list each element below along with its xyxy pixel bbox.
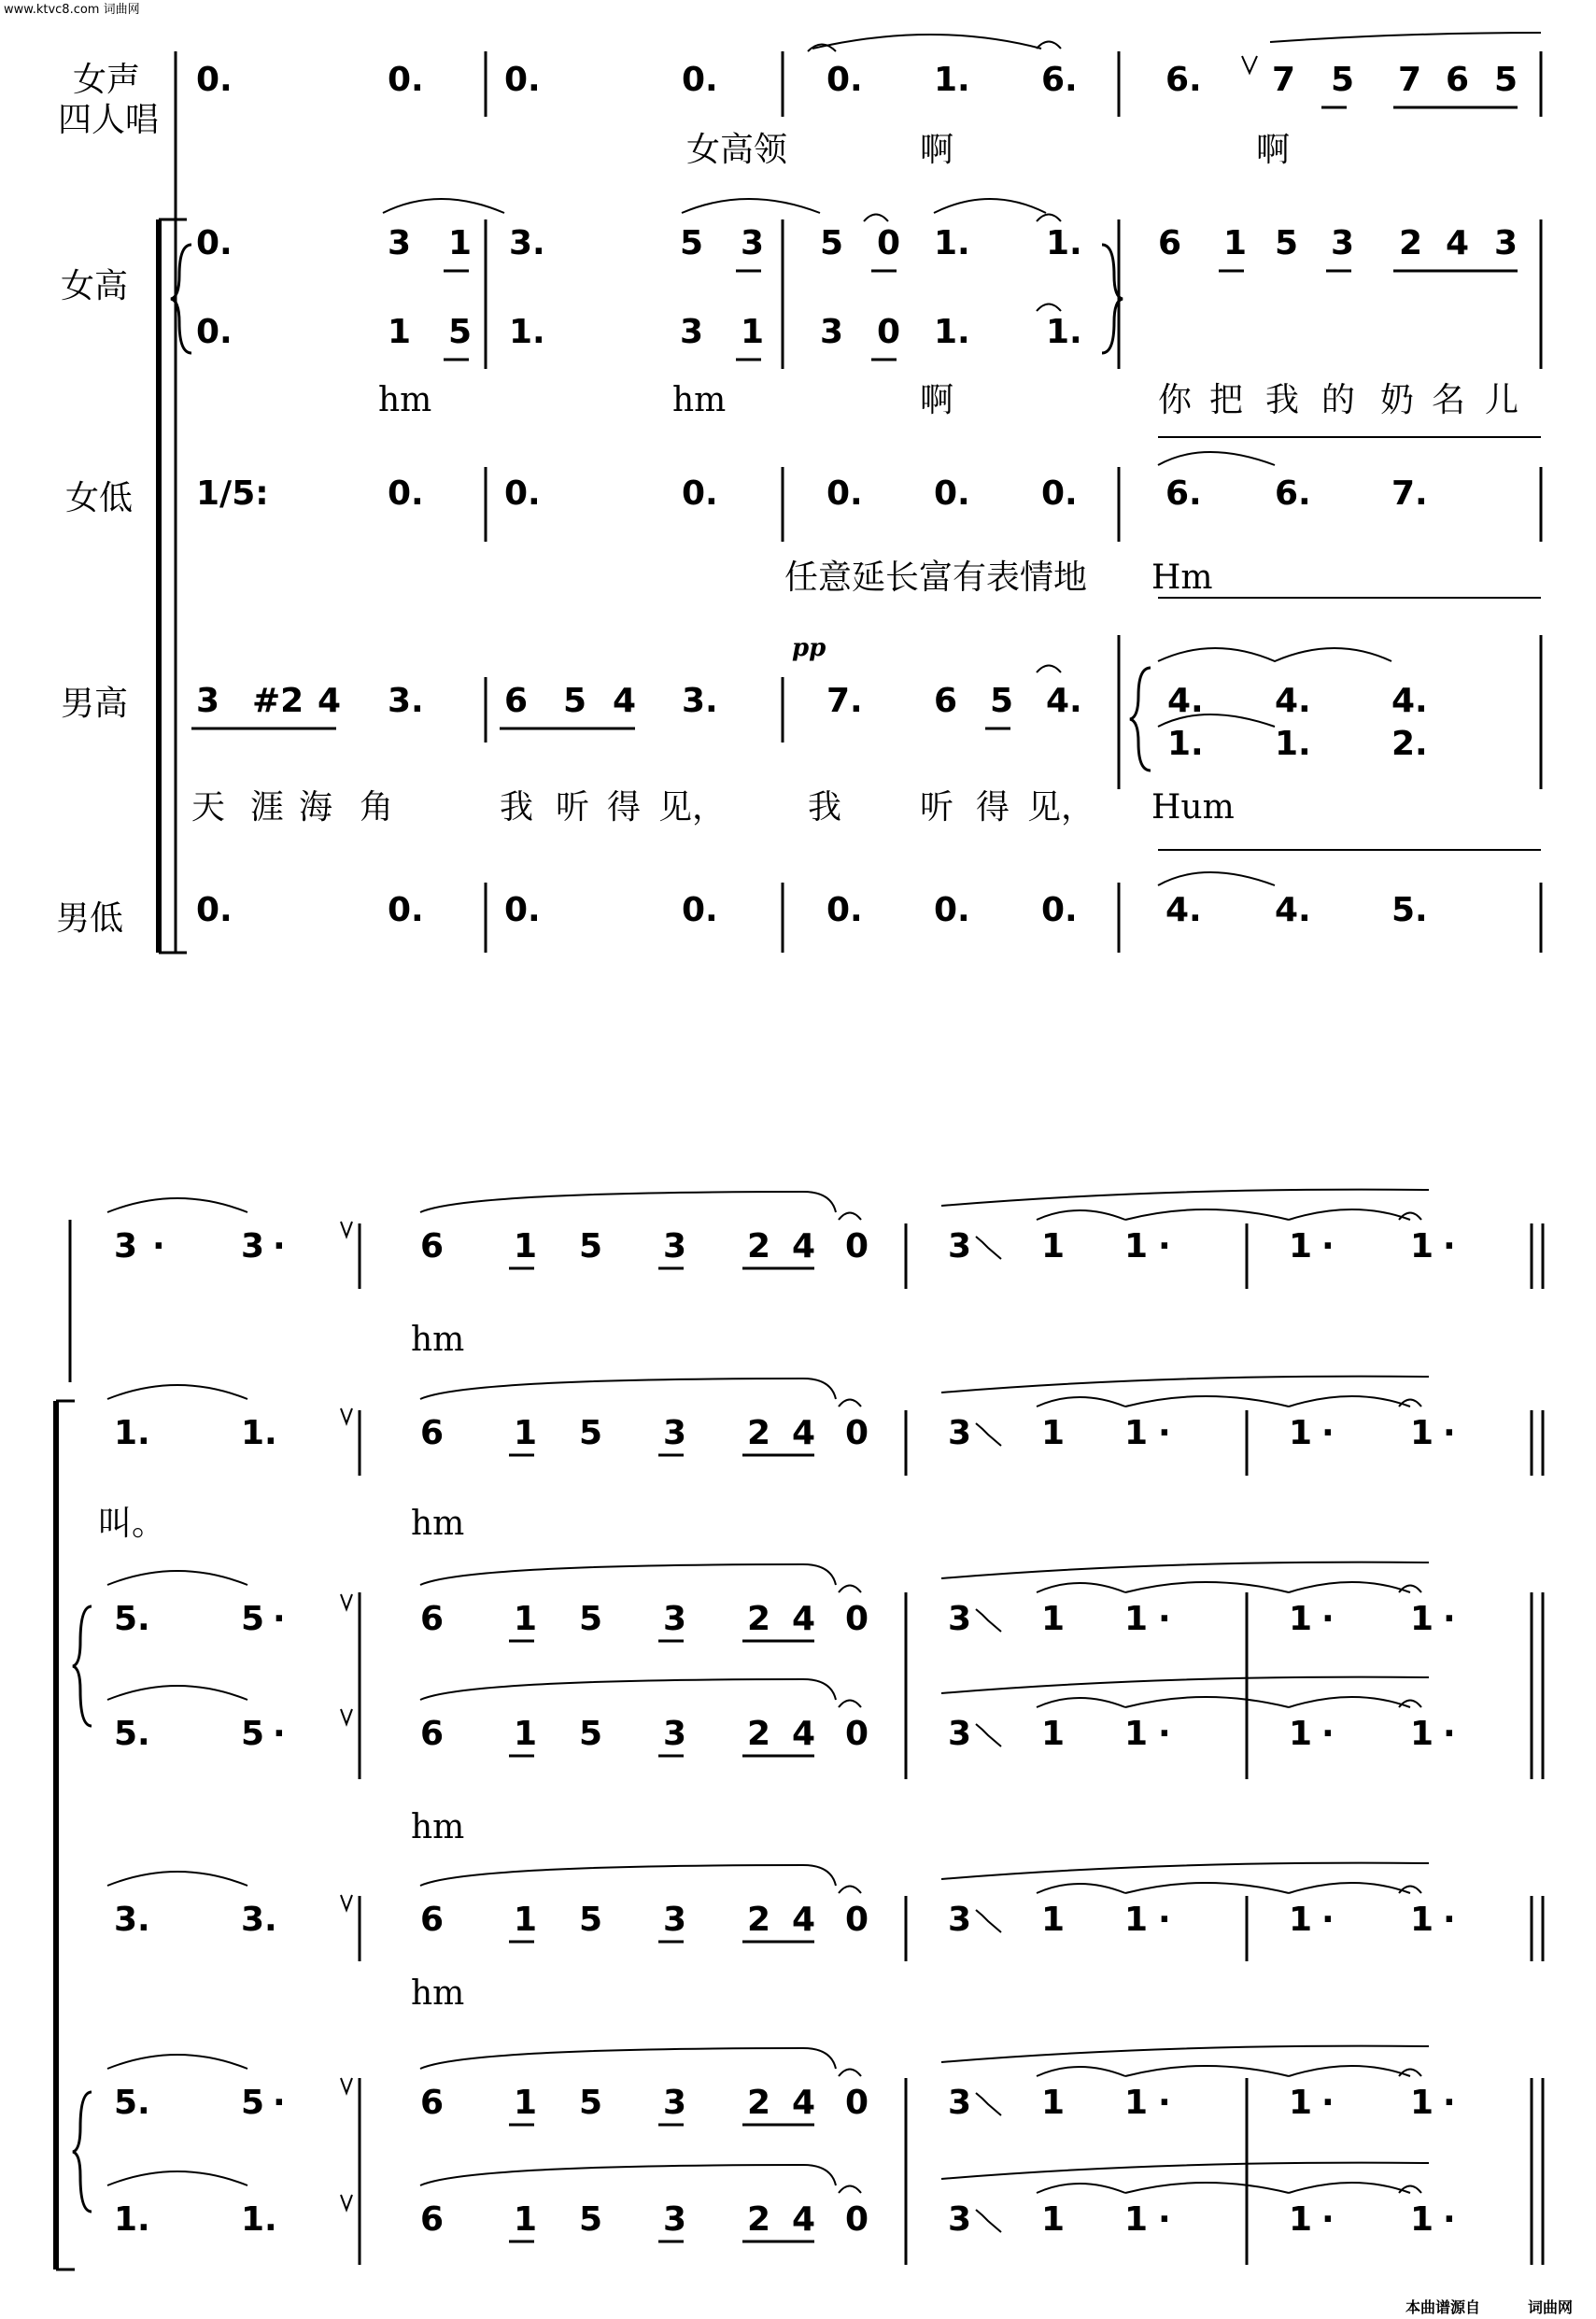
system2-note: 0 xyxy=(845,2084,869,2122)
system1-lyric: 角 xyxy=(360,788,394,827)
system1-note: 1. xyxy=(1046,313,1082,351)
system2-note: 4 xyxy=(792,1715,816,1753)
system1-note: 1 xyxy=(448,224,473,262)
system2-note: 6 xyxy=(420,1600,445,1638)
system1-note: 1. xyxy=(509,313,545,351)
system2-note: 3 xyxy=(663,1901,687,1939)
system2-note: 1 xyxy=(514,2084,538,2122)
part-label-alto: 女低 xyxy=(65,479,134,517)
system1-lyric: 我 xyxy=(808,788,842,827)
system2-note: 2 xyxy=(747,1600,771,1638)
system2-note: · xyxy=(1321,1600,1335,1638)
system2-note: 5 xyxy=(579,1600,603,1638)
system1-lyric: 得 xyxy=(607,788,642,827)
system2-note: 1 xyxy=(1041,2200,1066,2239)
system2-note: · xyxy=(1321,1414,1335,1452)
system1-note: 6 xyxy=(934,682,958,720)
system1-note: 0. xyxy=(826,474,863,513)
system2-note: 3. xyxy=(114,1901,150,1939)
system2-note: 0 xyxy=(845,1600,869,1638)
system1-note: 0. xyxy=(1041,891,1078,929)
system1-note: 1. xyxy=(934,224,970,262)
system2-note: 4 xyxy=(792,2200,816,2239)
system2-note: 3 xyxy=(948,1901,972,1939)
system2-lyric: hm xyxy=(411,1974,465,2013)
system2-note: · xyxy=(1321,2084,1335,2122)
system2-note: 0 xyxy=(845,1715,869,1753)
system1-note: 4. xyxy=(1275,891,1311,929)
system2-note: · xyxy=(273,1715,286,1753)
system2-note: 5. xyxy=(114,1600,150,1638)
system1-note: 0. xyxy=(504,891,541,929)
system2-note: 2 xyxy=(747,2200,771,2239)
system1-note: 2. xyxy=(1391,725,1428,763)
system1-lyric: 把 xyxy=(1209,381,1244,419)
system1-note: 5 xyxy=(448,313,473,351)
system2-note: 1 xyxy=(514,1600,538,1638)
system2-note: 0 xyxy=(845,2200,869,2239)
system1-note: 1 xyxy=(1223,224,1248,262)
system2-note: 1. xyxy=(241,2200,277,2239)
system1-note: 4. xyxy=(1046,682,1082,720)
system1-note: 5 xyxy=(1494,61,1518,99)
part-labels xyxy=(56,61,159,938)
system2-note: · xyxy=(1443,2084,1456,2122)
part-label-female-quartet: 女声 xyxy=(73,61,141,99)
system2-note: 1 xyxy=(514,1414,538,1452)
system2-note: 3 xyxy=(663,1600,687,1638)
system2-note: 3 xyxy=(114,1227,138,1266)
system1-note: 0. xyxy=(682,474,718,513)
system2-note: 1 xyxy=(514,1227,538,1266)
system1-note: 4 xyxy=(613,682,637,720)
system1-lyric: 啊 xyxy=(920,131,954,169)
system2-note: · xyxy=(1443,1227,1456,1266)
system2-note: 1 xyxy=(1410,2200,1434,2239)
system2-note: 1 xyxy=(1410,1715,1434,1753)
system2-note: · xyxy=(1158,1901,1171,1939)
system1-note: 1. xyxy=(934,61,970,99)
system2-note: 4 xyxy=(792,1227,816,1266)
system2-note: 1 xyxy=(1289,2084,1313,2122)
system1-lyric: 得 xyxy=(976,788,1010,827)
system1-note: 5 xyxy=(820,224,844,262)
system1-lyric: 见， xyxy=(658,788,727,827)
part-label-tenor: 男高 xyxy=(61,685,129,723)
system1-lyric: 女高领 xyxy=(686,131,788,169)
system2-note: 1 xyxy=(1410,2084,1434,2122)
footer-logo: 词曲网 xyxy=(1528,2298,1574,2316)
system1-note: 1. xyxy=(1046,224,1082,262)
system1-lyric: 任意延长富有表情地 xyxy=(784,559,1088,597)
system1-lyric: 儿 xyxy=(1485,381,1519,419)
system1-note: 0. xyxy=(388,61,424,99)
system1-note: 5 xyxy=(1331,61,1355,99)
system1-note: 0. xyxy=(504,474,541,513)
dynamic-pp: pp xyxy=(792,634,826,662)
notation xyxy=(114,61,1518,2239)
system1-note: 4 xyxy=(318,682,342,720)
system1-note: 2 xyxy=(1399,224,1423,262)
system2-note: 3 xyxy=(663,2084,687,2122)
system2-note: 1 xyxy=(1124,1600,1149,1638)
system2-note: · xyxy=(1443,1414,1456,1452)
system2-note: 3 xyxy=(663,1715,687,1753)
system2-note: 1 xyxy=(1289,1227,1313,1266)
system2-note: 2 xyxy=(747,1715,771,1753)
system1-note: 7. xyxy=(1391,474,1428,513)
part-label-soprano: 女高 xyxy=(61,267,129,305)
system1-note: 6 xyxy=(1446,61,1470,99)
system2-note: 5. xyxy=(114,1715,150,1753)
system2-note: 5 xyxy=(579,2084,603,2122)
system2-note: · xyxy=(1321,2200,1335,2239)
system2-note: · xyxy=(1158,1414,1171,1452)
system2-note: 6 xyxy=(420,2200,445,2239)
system1-note: 0. xyxy=(934,891,970,929)
system2-note: 5 xyxy=(579,1715,603,1753)
system2-note: 2 xyxy=(747,1414,771,1452)
system1-note: 0. xyxy=(826,891,863,929)
system1-lyric: hm xyxy=(378,381,432,419)
system1-note: 4. xyxy=(1165,891,1202,929)
system1-note: 5 xyxy=(680,224,704,262)
system2-lyric: hm xyxy=(411,1321,465,1359)
system2-note: · xyxy=(1443,1600,1456,1638)
system1-note: 3 xyxy=(1494,224,1518,262)
system2-note: 1. xyxy=(114,1414,150,1452)
system2-note: 1 xyxy=(514,1901,538,1939)
system1-lyric: 啊 xyxy=(920,381,954,419)
system2-note: 1 xyxy=(1410,1414,1434,1452)
system2-note: · xyxy=(1321,1227,1335,1266)
system2-note: · xyxy=(1321,1901,1335,1939)
system2-note: 6 xyxy=(420,1414,445,1452)
system2-note: · xyxy=(1443,1901,1456,1939)
system1-note: 3 xyxy=(1331,224,1355,262)
system1-note: 4. xyxy=(1391,682,1428,720)
system2-note: · xyxy=(1158,2084,1171,2122)
source-header: www.ktvc8.com 词曲网 xyxy=(4,3,140,17)
system1-note: 1 xyxy=(388,313,412,351)
system2-note: 3 xyxy=(663,1414,687,1452)
system2-note: 6 xyxy=(420,1901,445,1939)
system2-note: 1 xyxy=(1041,1414,1066,1452)
system2-note: 1 xyxy=(1124,1901,1149,1939)
system1-note: 5 xyxy=(990,682,1014,720)
system2-note: 1 xyxy=(1410,1227,1434,1266)
system2-note: 5 xyxy=(579,1901,603,1939)
system2-note: · xyxy=(1443,2200,1456,2239)
system1-note: 1. xyxy=(1167,725,1204,763)
system2-lyric: 叫。 xyxy=(98,1505,166,1543)
system1-note: 5 xyxy=(563,682,587,720)
system2-note: 3 xyxy=(663,2200,687,2239)
system1-note: 0. xyxy=(196,61,233,99)
system2-note: 1 xyxy=(1289,2200,1313,2239)
system1-note: 3. xyxy=(682,682,718,720)
system2-note: 2 xyxy=(747,2084,771,2122)
system2-note: 1 xyxy=(1124,1414,1149,1452)
system2-note: · xyxy=(1321,1715,1335,1753)
system1-lyric: 涯 xyxy=(250,788,285,827)
system2-note: 0 xyxy=(845,1414,869,1452)
system1-note: 6. xyxy=(1275,474,1311,513)
system1-note: 3 xyxy=(196,682,220,720)
system2-note: 5. xyxy=(114,2084,150,2122)
system1-lyric: 你 xyxy=(1158,381,1193,419)
system2-note: 3 xyxy=(948,1414,972,1452)
system2-note: 3 xyxy=(663,1227,687,1266)
system2-note: 1 xyxy=(1041,1901,1066,1939)
system2-note: 6 xyxy=(420,1715,445,1753)
system2-note: 1 xyxy=(1289,1414,1313,1452)
system1-note: #2 xyxy=(252,682,304,720)
system2-note: 3 xyxy=(948,1715,972,1753)
system2-note: · xyxy=(1158,1227,1171,1266)
system2-note: 1 xyxy=(1041,1715,1066,1753)
system1-note: 3. xyxy=(388,682,424,720)
system2-note: 1. xyxy=(241,1414,277,1452)
system2-note: 1 xyxy=(1410,1901,1434,1939)
system2-note: 1. xyxy=(114,2200,150,2239)
system2-note: 5 xyxy=(579,1414,603,1452)
system1-note: 3. xyxy=(509,224,545,262)
system2-note: 1 xyxy=(1041,2084,1066,2122)
system1-note: 0. xyxy=(826,61,863,99)
system2-note: 6 xyxy=(420,2084,445,2122)
system2-note: · xyxy=(1158,1600,1171,1638)
system1-note: 0. xyxy=(934,474,970,513)
system1-note: 5 xyxy=(1275,224,1299,262)
system2-note: 5 xyxy=(241,1600,265,1638)
system1-note: 4 xyxy=(1446,224,1470,262)
system1-note: 6 xyxy=(1158,224,1182,262)
system2-note: 1 xyxy=(514,2200,538,2239)
system2-note: · xyxy=(1158,2200,1171,2239)
system1-note: 1. xyxy=(1275,725,1311,763)
system1-note: 1/5: xyxy=(196,474,269,513)
system1-note: 6. xyxy=(1165,61,1202,99)
system1-note: 0. xyxy=(682,891,718,929)
system2-note: 3 xyxy=(948,2084,972,2122)
system2-note: · xyxy=(1158,1715,1171,1753)
system2-note: 1 xyxy=(1410,1600,1434,1638)
system2-note: · xyxy=(273,2084,286,2122)
system2-note: · xyxy=(273,1227,286,1266)
system2-note: 5 xyxy=(241,1715,265,1753)
system2-note: 1 xyxy=(1124,1715,1149,1753)
system1-note: 6. xyxy=(1041,61,1078,99)
system1-lyric: 听 xyxy=(556,788,590,827)
system2-note: 6 xyxy=(420,1227,445,1266)
system2-note: 3 xyxy=(948,1227,972,1266)
system2-note: 3. xyxy=(241,1901,277,1939)
system2-note: · xyxy=(273,1600,286,1638)
system2-note: 1 xyxy=(1124,1227,1149,1266)
part-label-bass: 男低 xyxy=(56,899,124,938)
system1-note: 0. xyxy=(388,474,424,513)
system1-lyric: 海 xyxy=(299,788,333,827)
system2-note: · xyxy=(1443,1715,1456,1753)
system1-lyric: 名 xyxy=(1432,381,1466,419)
system1-note: 0. xyxy=(388,891,424,929)
system1-lyric: Hum xyxy=(1151,788,1235,827)
system1-note: 7 xyxy=(1398,61,1422,99)
system1-lyric: 见， xyxy=(1027,788,1095,827)
system1-lyric: hm xyxy=(672,381,727,419)
system2-note: 2 xyxy=(747,1227,771,1266)
system2-note: 5 xyxy=(579,2200,603,2239)
system2-note: · xyxy=(152,1227,165,1266)
footer-source-text: 本曲谱源自 xyxy=(1405,2298,1481,2316)
system1-note: 4. xyxy=(1275,682,1311,720)
system2-lyric: hm xyxy=(411,1808,465,1846)
system1-note: 6. xyxy=(1165,474,1202,513)
system2-note: 1 xyxy=(1289,1600,1313,1638)
system2-note: 4 xyxy=(792,1901,816,1939)
system1-lyric: 奶 xyxy=(1380,381,1415,419)
system2-note: 0 xyxy=(845,1227,869,1266)
system1-lyric: 我 xyxy=(1265,381,1300,419)
system1-note: 1 xyxy=(741,313,765,351)
system1-note: 0. xyxy=(196,313,233,351)
system2-note: 1 xyxy=(1124,2084,1149,2122)
system1-lyric: 我 xyxy=(500,788,534,827)
system1-note: 7. xyxy=(826,682,863,720)
system1-note: 3 xyxy=(741,224,765,262)
system2-note: 1 xyxy=(1289,1901,1313,1939)
system1-note: 6 xyxy=(504,682,529,720)
system2-note: 3 xyxy=(948,1600,972,1638)
system2-note: 1 xyxy=(514,1715,538,1753)
system2-note: 1 xyxy=(1124,2200,1149,2239)
system1-note: 0 xyxy=(877,224,901,262)
system1-lyric: 的 xyxy=(1321,381,1356,419)
system1-note: 0. xyxy=(196,224,233,262)
system1-note: 0. xyxy=(1041,474,1078,513)
system2-lyric: hm xyxy=(411,1505,465,1543)
system2-note: 5 xyxy=(241,2084,265,2122)
system1-note: 3 xyxy=(388,224,412,262)
system2-note: 0 xyxy=(845,1901,869,1939)
system2-note: 3 xyxy=(948,2200,972,2239)
system2-note: 2 xyxy=(747,1901,771,1939)
part-label-female-quartet-2: 四人唱 xyxy=(58,101,160,139)
system1-note: 5. xyxy=(1391,891,1428,929)
system1-note: 4. xyxy=(1167,682,1204,720)
system1-note: 0 xyxy=(877,313,901,351)
system2-note: 1 xyxy=(1041,1227,1066,1266)
system1-note: 7 xyxy=(1272,61,1296,99)
system1-note: 1. xyxy=(934,313,970,351)
system2-note: 5 xyxy=(579,1227,603,1266)
system1-lyric: 天 xyxy=(191,788,226,827)
system2-note: 4 xyxy=(792,1600,816,1638)
system2-note: 1 xyxy=(1041,1600,1066,1638)
system1-lyric: 啊 xyxy=(1256,131,1291,169)
system2-note: 1 xyxy=(1289,1715,1313,1753)
system1-note: 0. xyxy=(196,891,233,929)
system1-note: 3 xyxy=(680,313,704,351)
system1-lyric: Hm xyxy=(1151,559,1213,597)
system2-note: 4 xyxy=(792,2084,816,2122)
system1-note: 0. xyxy=(504,61,541,99)
system1-note: 0. xyxy=(682,61,718,99)
system2-note: 3 xyxy=(241,1227,265,1266)
system1-lyric: 听 xyxy=(920,788,954,827)
system2-note: 4 xyxy=(792,1414,816,1452)
system1-note: 3 xyxy=(820,313,844,351)
